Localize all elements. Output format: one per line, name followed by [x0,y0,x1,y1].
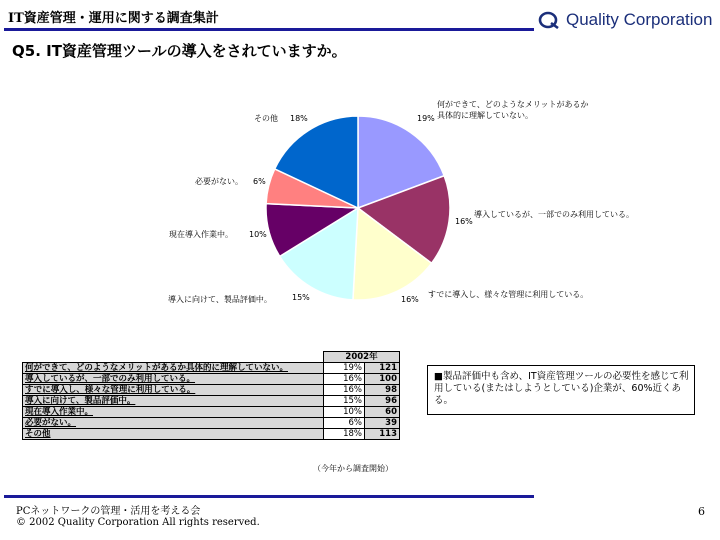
slice-label-7: その他 [254,114,278,123]
table-header-row [23,352,400,363]
slice-label-1: 何ができて、どのようなメリットがあるか 具体的に理解していない。 [437,100,589,120]
logo-text: Quality Corporation [566,10,713,29]
footer-copyright: © 2002 Quality Corporation All rights reserved. [16,517,260,528]
comment-box: ■製品評価中も含め、IT資産管理ツールの必要性を感じて利用している(またはしようとしている)企業が、60%近くある。 [427,365,695,415]
slice-pct-1: 19% [417,114,435,123]
table-row: その他 18% 113 [23,429,400,440]
slice-pct-5: 10% [249,230,267,239]
slice-pct-7: 18% [290,114,308,123]
slice-label-6: 必要がない。 [195,177,243,186]
slice-pct-2: 16% [455,217,473,226]
page-number: 6 [698,505,705,518]
question-title: Q5. IT資産管理ツールの導入をされていますか。 [12,42,347,60]
year-header: 2002年 [324,352,400,363]
document-title: IT資産管理・運用に関する調査集計 [8,11,219,26]
table-row: すでに導入し、様々な管理に利用している。 16% 98 [23,385,400,396]
table-row: 必要がない。 6% 39 [23,418,400,429]
slice-label-4: 導入に向けて、製品評価中。 [168,295,272,304]
slice-label-5: 現在導入作業中。 [169,230,233,239]
table-row: 何ができて、どのようなメリットがあるか具体的に理解していない。 19% 121 [23,363,400,374]
slice-pct-6: 6% [253,177,266,186]
table-note: （今年から調査開始） [313,464,393,473]
slice-label-2: 導入しているが、一部でのみ利用している。 [474,210,634,219]
data-table [22,351,400,440]
table-row: 導入しているが、一部でのみ利用している。 16% 100 [23,374,400,385]
slice-pct-4: 15% [292,293,310,302]
slice-pct-3: 16% [401,295,419,304]
footer-divider [4,495,534,498]
slice-label-3: すでに導入し、様々な管理に利用している。 [428,290,589,299]
footer-organization: PCネットワークの管理・活用を考える会 [16,506,201,517]
table-row: 導入に向けて、製品評価中。 15% 96 [23,396,400,407]
table-row: 現在導入作業中。 10% 60 [23,407,400,418]
